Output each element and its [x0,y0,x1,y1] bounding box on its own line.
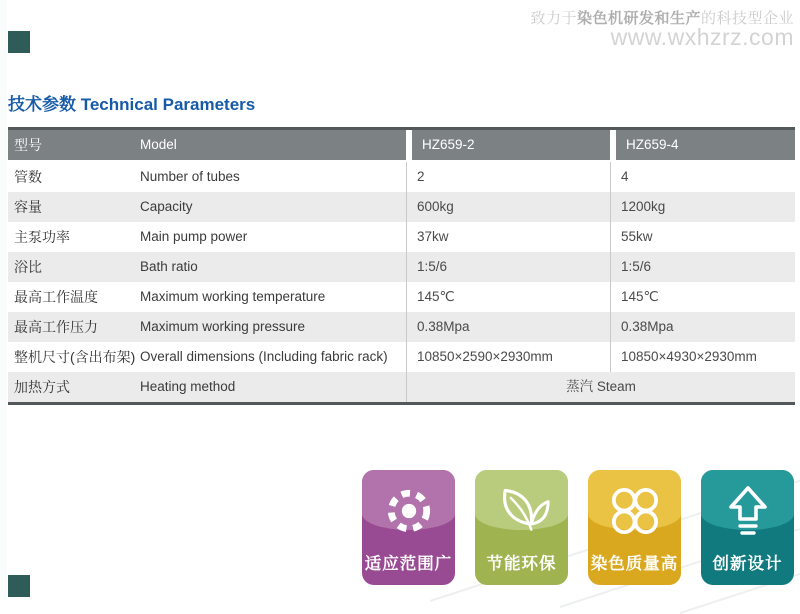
row-label-zh: 容量 [14,199,42,215]
company-website: www.wxhzrz.com [610,24,794,50]
badge-label: 染色质量高 [590,555,679,573]
row-label-zh: 最高工作温度 [14,289,98,305]
header-model-1: HZ659-2 [406,130,610,160]
row-label-en: Bath ratio [140,259,198,274]
row-value-col1: 145℃ [406,282,610,312]
technical-parameters-table [8,127,795,405]
table-row [8,252,795,282]
row-value-col2: 55kw [610,222,795,252]
feature-badges [362,470,794,585]
badge-energy-saving [475,470,568,585]
header-model-2: HZ659-4 [610,130,795,160]
table-row [8,282,795,312]
leaves-icon [492,480,552,542]
table-row [8,162,795,192]
dashed-ring-dot-icon [382,480,436,542]
arrow-up-icon [723,480,773,542]
row-label-zh: 加热方式 [14,379,70,395]
row-label-zh: 浴比 [14,259,42,275]
badge-dyeing-quality [588,470,681,585]
row-value-col2: 1200kg [610,192,795,222]
tagline-prefix: 致力于 [530,10,577,27]
row-value-span: 蒸汽 Steam [406,372,795,402]
header-label-zh: 型号 [14,137,42,153]
row-label-zh: 主泵功率 [14,229,70,245]
row-value-col2: 1:5/6 [610,252,795,282]
badge-label: 适应范围广 [364,555,453,573]
row-label-en: Capacity [140,199,193,214]
row-label-zh: 管数 [14,169,42,185]
table-row-heating [8,372,795,402]
row-value-col2: 0.38Mpa [610,312,795,342]
table-header-row [8,130,795,162]
row-label-en: Heating method [140,379,236,394]
row-label-zh: 最高工作压力 [14,319,98,335]
badge-wide-application [362,470,455,585]
table-row [8,192,795,222]
row-value-col1: 37kw [406,222,610,252]
row-label-zh: 整机尺寸(含出布架) [14,349,136,365]
row-value-col1: 10850×2590×2930mm [406,342,610,372]
row-value-col1: 0.38Mpa [406,312,610,342]
page-title: 技术参数 Technical Parameters [8,95,256,114]
row-value-col1: 2 [406,162,610,192]
row-label-en: Number of tubes [140,169,240,184]
row-label-en: Maximum working pressure [140,319,306,334]
row-value-col2: 145℃ [610,282,795,312]
row-value-col1: 600kg [406,192,610,222]
tagline-bold: 染色机研发和生产 [576,10,701,27]
row-value-col2: 4 [610,162,795,192]
badge-label: 创新设计 [712,555,783,573]
table-row [8,342,795,372]
badge-label: 节能环保 [486,555,557,573]
table-row [8,312,795,342]
table-row [8,222,795,252]
row-label-en: Overall dimensions (Including fabric rack) [140,349,388,364]
corner-square-top-left [8,31,30,53]
badge-innovative-design [701,470,794,585]
row-label-en: Main pump power [140,229,248,244]
header-label-en: Model [140,137,177,152]
row-value-col2: 10850×4930×2930mm [610,342,795,372]
left-edge-band [0,0,7,600]
row-value-col1: 1:5/6 [406,252,610,282]
row-label-en: Maximum working temperature [140,289,326,304]
corner-square-bottom-left [8,575,30,597]
tagline-suffix: 的科技型企业 [700,10,794,27]
clover-petals-icon [608,480,662,542]
